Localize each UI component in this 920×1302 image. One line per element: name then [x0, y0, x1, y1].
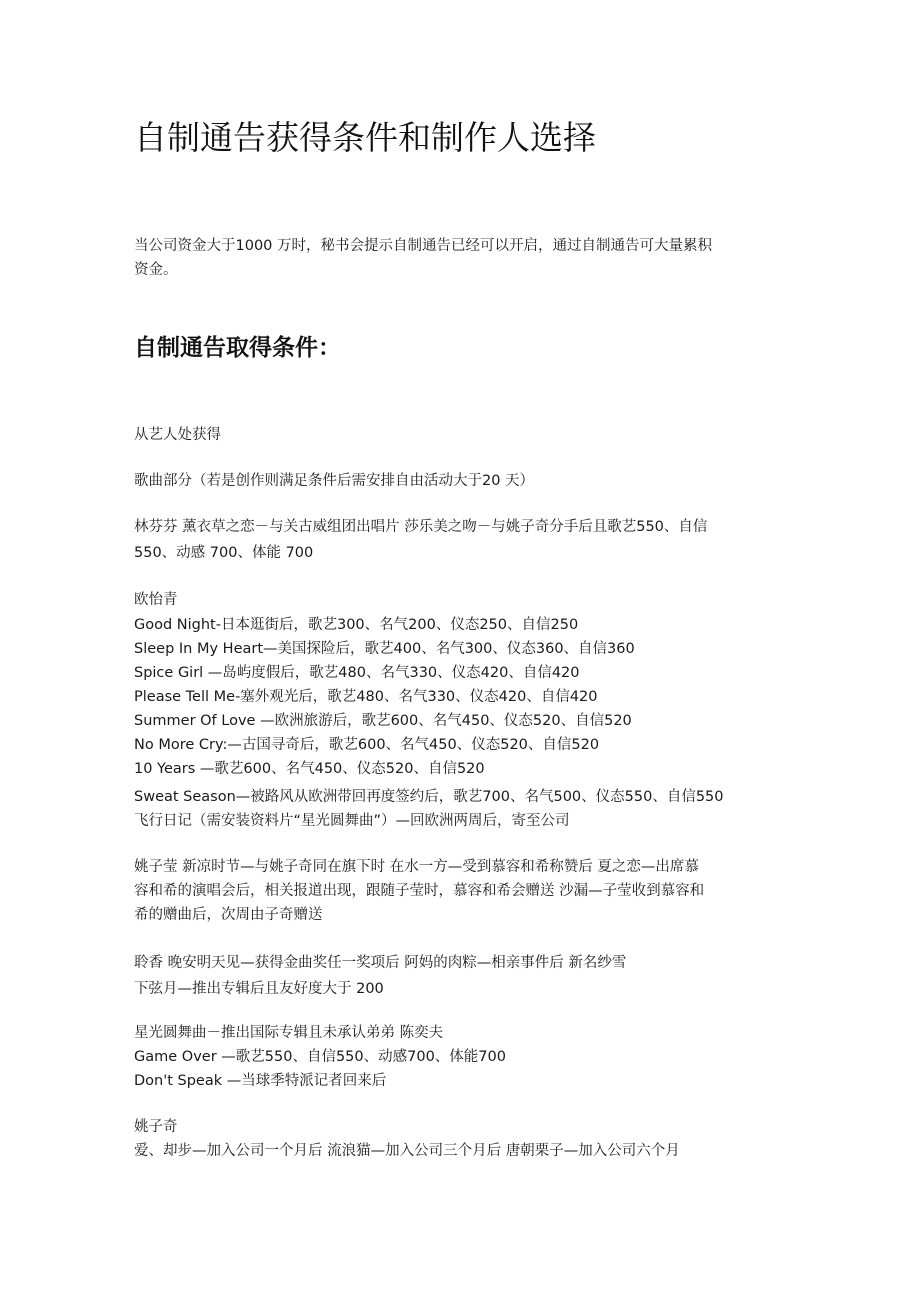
yaoziying-line: 容和希的演唱会后，相关报道出现，跟随子莹时，慕容和希会赠送 沙漏—子莹收到慕容和 — [134, 883, 705, 899]
song-line: Spice Girl —岛屿度假后，歌艺480、名气330、仪态420、自信420 — [134, 665, 580, 681]
song-line: Summer Of Love —欧洲旅游后，歌艺600、名气450、仪态520、自信520 — [134, 713, 632, 729]
chenyifu-line: Game Over —歌艺550、自信550、动感700、体能700 — [134, 1049, 506, 1065]
source-text: 从艺人处获得 — [134, 427, 221, 443]
linfenfen-line: 林芬芬 薰衣草之恋－与关古威组团出唱片 莎乐美之吻－与姚子奇分手后且歌艺550、自信 — [134, 519, 708, 535]
song-line: 10 Years —歌艺600、名气450、仪态520、自信520 — [134, 761, 485, 777]
chenyifu-line: Don't Speak —当球季特派记者回来后 — [134, 1073, 387, 1089]
yaoziqi-line: 爱、却步—加入公司一个月后 流浪猫—加入公司三个月后 唐朝栗子—加入公司六个月 — [134, 1143, 680, 1159]
yaoziying-line: 姚子莹 新凉时节—与姚子奇同在旗下时 在水一方—受到慕容和希称赞后 夏之恋—出席慕 — [134, 859, 699, 875]
song-line: No More Cry:—古国寻奇后，歌艺600、名气450、仪态520、自信520 — [134, 737, 600, 753]
song-line: 飞行日记（需安装资料片“星光圆舞曲”）—回欧洲两周后，寄至公司 — [134, 813, 570, 829]
yaoziying-line: 希的赠曲后，次周由子奇赠送 — [134, 907, 323, 923]
linfenfen-line: 550、动感 700、体能 700 — [134, 545, 314, 561]
page-title: 自制通告获得条件和制作人选择 — [134, 118, 596, 157]
lingxiang-line: 聆香 晚安明天见—获得金曲奖任一奖项后 阿妈的肉粽—相亲事件后 新名纱雪 — [134, 955, 627, 971]
lingxiang-line: 下弦月—推出专辑后且友好度大于 200 — [134, 981, 384, 997]
chenyifu-line: 星光圆舞曲－推出国际专辑且未承认弟弟 陈奕夫 — [134, 1025, 444, 1041]
section-heading: 自制通告取得条件： — [134, 335, 341, 361]
song-line: Good Night-日本逛街后，歌艺300、名气200、仪态250、自信250 — [134, 617, 579, 633]
intro-line: 当公司资金大于1000 万时，秘书会提示自制通告已经可以开启，通过自制通告可大量累积 — [134, 238, 713, 254]
intro-line: 资金。 — [134, 262, 178, 278]
artist-name: 欧怡青 — [134, 592, 178, 608]
artist-name: 姚子奇 — [134, 1119, 178, 1135]
song-line: Sleep In My Heart—美国探险后，歌艺400、名气300、仪态360、自信360 — [134, 641, 635, 657]
song-line: Sweat Season—被路风从欧洲带回再度签约后，歌艺700、名气500、仪态550、自信550 — [134, 789, 724, 805]
songs-note: 歌曲部分（若是创作则满足条件后需安排自由活动大于20 天） — [134, 473, 535, 489]
song-line: Please Tell Me-塞外观光后，歌艺480、名气330、仪态420、自信420 — [134, 689, 598, 705]
